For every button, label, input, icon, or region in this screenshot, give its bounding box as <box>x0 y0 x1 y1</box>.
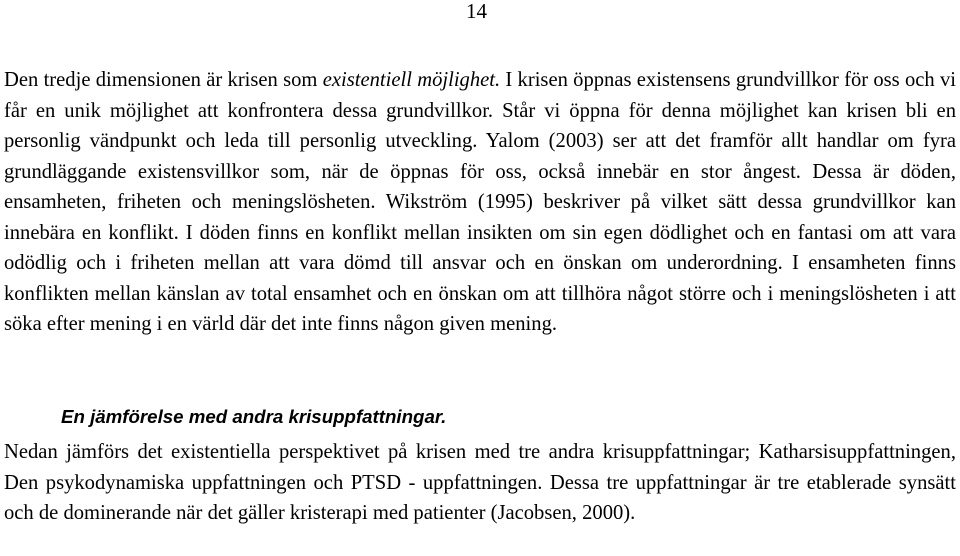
emphasized-term: existentiell möjlighet. <box>322 69 501 91</box>
paragraph-body-text: I krisen öppnas existensens grundvillkor för oss och vi får en unik möjlighet att konfrontera dessa grundvillkor. Står vi öppna för denna möjlighet kan krisen bli en personlig vändpunkt och leda till personlig utveckling. Yalom (2003) ser att det framför allt handlar om fyra grundläggande existensvillkor som, när de öppnas för oss, också innebär en stor ångest. Dessa är döden, ensamheten, friheten och meningslösheten. Wikström (1995) beskriver på vilket sätt dessa grundvillkor kan innebära en konflikt. I döden finns en konflikt mellan insikten om sin egen dödlighet och en fantasi om att vara odödlig och i friheten mellan att vara dömd till ansvar och en önskan om underordning. I ensamheten finns konflikten mellan känslan av total ensamhet och en önskan om att tillhöra något större och i meningslösheten i att söka efter mening i en värld där det inte finns någon given mening. <box>4 69 956 335</box>
body-paragraph-existential <box>4 65 956 340</box>
page-number: 14 <box>466 0 487 23</box>
body-paragraph-comparison: Nedan jämförs det existentiella perspektivet på krisen med tre andra krisuppfattningar; Katharsisuppfattningen, Den psykodynamiska uppfattningen och PTSD - uppfattningen. Dessa tre uppfattningar är tre etablerade synsätt och de dominerande när det gäller kristerapi med patienter (Jacobsen, 2000). <box>4 441 956 524</box>
section-heading: En jämförelse med andra krisuppfattningar. <box>61 406 447 427</box>
paragraph-lead-text: Den tredje dimensionen är krisen som <box>4 69 323 91</box>
